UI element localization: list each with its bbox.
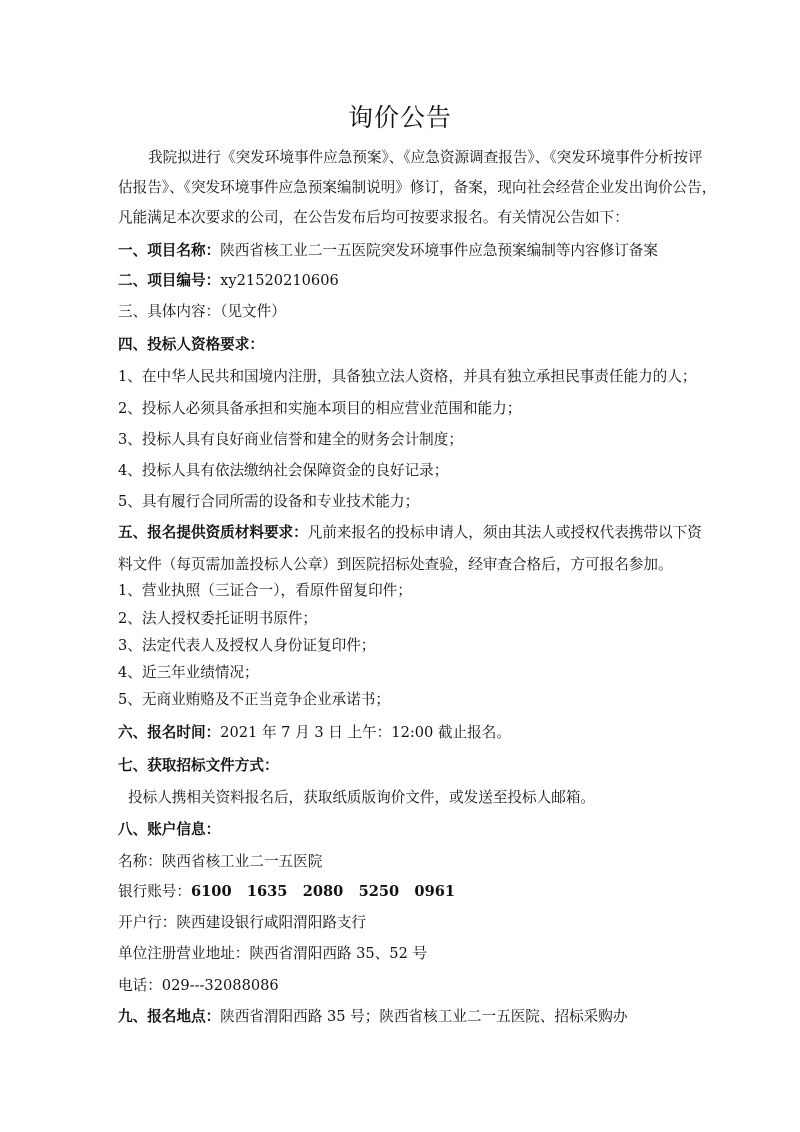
section-account-heading: 八、账户信息：: [118, 821, 221, 838]
materials-item: 3、法定代表人及授权人身份证复印件；: [118, 637, 376, 654]
qualification-item: 2、投标人必须具备承担和实施本项目的相应营业范围和能力；: [118, 400, 522, 417]
section-label: 三、具体内容：: [118, 303, 221, 320]
account-number-value: 6100 1635 2080 5250 0961: [190, 883, 456, 900]
project-name-value: 陕西省核工业二一五医院突发环境事件应急预案编制等内容修订备案: [220, 242, 658, 259]
intro-line-3: 凡能满足本次要求的公司，在公告发布后均可按要求报名。有关情况公告如下：: [118, 209, 629, 226]
section-materials: [118, 523, 702, 543]
intro-line-2: 估报告》、《突发环境事件应急预案编制说明》修订，备案，现向社会经营企业发出询价公告，: [118, 179, 717, 196]
account-address: 单位注册营业地址：陕西省渭阳西路 35、52 号: [118, 945, 428, 962]
registration-location-value: 陕西省渭阳西路 35 号；陕西省核工业二一五医院、招标采购办: [220, 1008, 628, 1025]
qualification-item: 5、具有履行合同所需的设备和专业技术能力；: [118, 493, 420, 510]
section-label: 六、报名时间：: [118, 724, 221, 741]
qualification-item: 1、在中华人民共和国境内注册，具备独立法人资格，并具有独立承担民事责任能力的人；: [118, 368, 697, 385]
section-content: [118, 302, 286, 322]
qualification-item: 4、投标人具有依法缴纳社会保障资金的良好记录；: [118, 462, 449, 479]
materials-text-1: 凡前来报名的投标申请人，须由其法人或授权代表携带以下资: [307, 524, 702, 541]
section-label: 二、项目编号：: [118, 272, 221, 289]
content-value: （见文件）: [220, 303, 286, 320]
account-number-row: [118, 882, 455, 902]
document-method-text: 投标人携相关资料报名后，获取纸质版询价文件，或发送至投标人邮箱。: [128, 789, 596, 806]
account-number-label: 银行账号：: [118, 883, 191, 900]
account-bank: 开户行：陕西建设银行咸阳渭阳路支行: [118, 914, 367, 931]
intro-line-1: 我院拟进行《突发环境事件应急预案》、《应急资源调查报告》、《突发环境事件分析按评: [148, 149, 703, 166]
materials-item: 1、营业执照（三证合一），看原件留复印件；: [118, 582, 412, 599]
materials-text-2: 料文件（每页需加盖投标人公章）到医院招标处查验，经审查合格后，方可报名参加。: [118, 556, 673, 573]
account-phone: 电话：029---32088086: [118, 977, 279, 994]
section-registration-location: [118, 1007, 627, 1027]
section-project-name: [118, 241, 658, 261]
materials-item: 2、法人授权委托证明书原件；: [118, 610, 318, 627]
section-project-number: [118, 271, 339, 291]
registration-time-value: 2021 年 7 月 3 日 上午：12:00 截止报名。: [220, 724, 511, 741]
section-document-method-heading: 七、获取招标文件方式：: [118, 757, 279, 774]
materials-item: 5、无商业贿赂及不正当竞争企业承诺书；: [118, 691, 390, 708]
account-name: 名称：陕西省核工业二一五医院: [118, 853, 323, 870]
section-label: 五、报名提供资质材料要求：: [118, 524, 308, 541]
section-qualification-heading: 四、投标人资格要求：: [118, 336, 264, 353]
page-title: 询价公告: [347, 103, 452, 132]
materials-item: 4、近三年业绩情况；: [118, 664, 259, 681]
section-registration-time: [118, 723, 511, 743]
section-label: 一、项目名称：: [118, 242, 221, 259]
section-label: 九、报名地点：: [118, 1008, 221, 1025]
project-number-value: xy21520210606: [220, 272, 339, 289]
qualification-item: 3、投标人具有良好商业信誉和建全的财务会计制度；: [118, 431, 463, 448]
